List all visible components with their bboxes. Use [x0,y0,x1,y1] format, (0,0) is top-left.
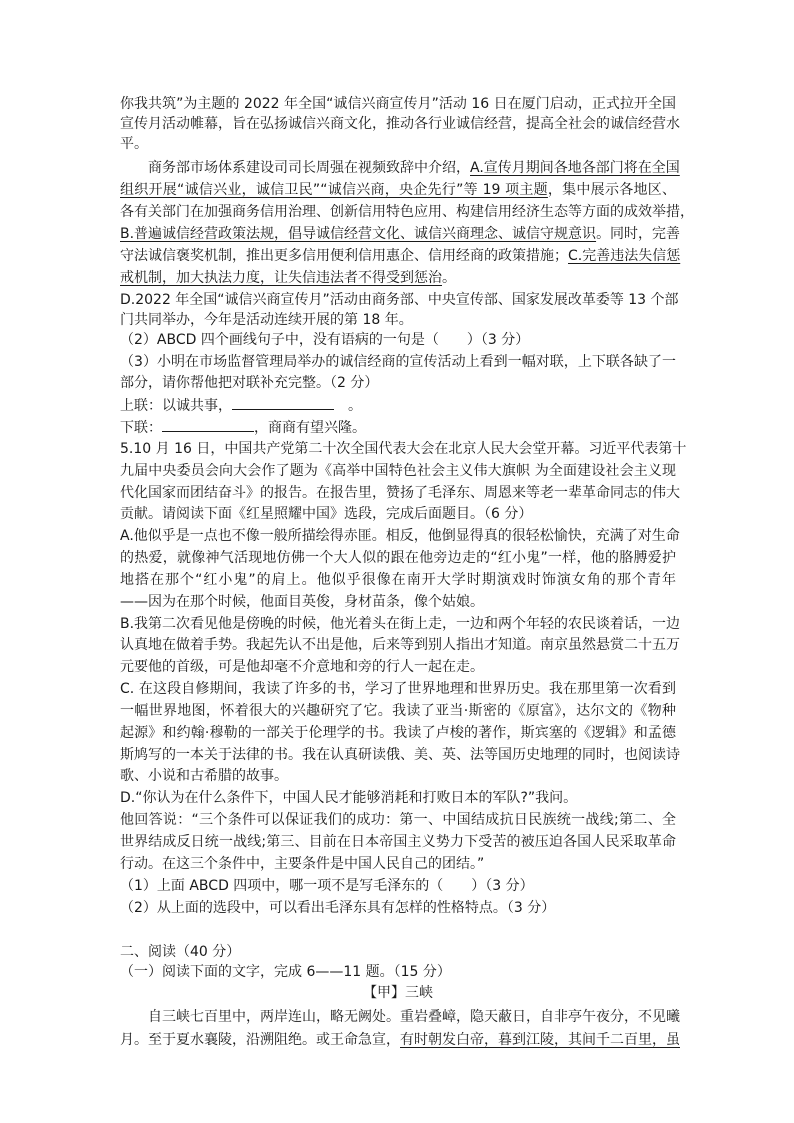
text-line [120,1030,680,1050]
answer-blank[interactable] [232,395,334,410]
text-line: 平。 [120,136,148,152]
question-2: （2）从上面的选段中，可以看出毛泽东具有怎样的性格特点。（3 分） [120,900,556,916]
text-line [120,180,676,200]
text-line: 你我共筑”为主题的 2022 年全国“诚信兴商宣传月”活动 16 日在厦门启动，正式拉开全国 [120,96,676,112]
text-line [120,158,680,178]
text-line: 他回答说：“三个条件可以保证我们的成功：第一、中国结成抗日民族统一战线;第二、全 [120,812,676,828]
question-3: （3）小明在市场监督管理局举办的诚信经商的宣传活动上看到一幅对联，上下联各缺了一 [120,354,676,370]
text-line: 一幅世界地图，怀着很大的兴趣研究了它。我读了亚当·斯密的《原富》，达尔文的《物种 [120,703,676,719]
text-line: C. 在这段自修期间，我读了许多的书，学习了世界地理和世界历史。我在那里第一次看到 [120,681,676,697]
couplet-upper-label: 上联：以诚共事， [120,398,232,414]
text-span: 守法诚信褒奖机制，推出更多信用便利信用惠企、信用经商的政策措施； [120,248,568,264]
text-line: 歌、小说和古希腊的故事。 [120,768,288,784]
text-line: B.我第二次看见他是傍晚的时候，他光着头在街上走，一边和两个年轻的农民谈着话，一边 [120,616,681,632]
text-span: 月。至于夏水襄陵，沿溯阻绝。或王命急宣， [120,1032,400,1048]
text-line: 自三峡七百里中，两岸连山，略无阙处。重岩叠嶂，隐天蔽日，自非亭午夜分，不见曦 [148,1009,680,1025]
question-2: （2）ABCD 四个画线句子中，没有语病的一句是（ ）（3 分） [120,332,530,348]
couplet-lower-label: 下联： [120,420,162,436]
text-line: 各有关部门在加强商务信用治理、创新信用特色应用、构建信用经济生态等方面的成效举措， [120,204,694,220]
couplet-lower [120,417,366,438]
text-span: 。 [348,398,362,414]
question-1: （1）上面 ABCD 四项中，哪一项不是写毛泽东的（ ）（3 分） [120,878,534,894]
text-span: ，集中展示各地区、 [547,182,676,198]
text-line [120,224,681,244]
text-line: 5.10 月 16 日，中国共产党第二十次全国代表大会在北京人民大会堂开幕。习近平代表第十 [120,441,687,457]
underlined-phrase: 有时朝发白帝，暮到江陵，其间千二百里，虽 [400,1032,680,1048]
text-line: 代化国家而团结奋斗》的报告。在报告里，赞扬了毛泽东、周恩来等老一辈革命同志的伟大 [120,485,680,501]
subsection-heading: （一）阅读下面的文字，完成 6——11 题。（15 分） [120,964,451,980]
sentence-c-underlined: 戒机制，加大执法力度，让失信违法者不得受到惩治 [120,270,442,286]
text-line [120,268,456,288]
text-line: 部分，请你帮他把对联补充完整。（2 分） [120,375,379,391]
text-line: 认真地在做着手势。我起先认不出是他，后来等到别人指出才知道。南京虽然悬赏二十五万 [120,637,680,653]
text-line: 起源》和约翰·穆勒的一部关于伦理学的书。我读了卢梭的著作，斯宾塞的《逻辑》和孟德 [120,725,676,741]
text-line: 世界结成反日统一战线;第三、目前在日本帝国主义势力下受苦的被压迫各国人民采取革命 [120,834,676,850]
sentence-c-underlined: C.完善违法失信惩 [568,248,681,264]
sentence-a-underlined: A.宣传月期间各地各部门将在全国 [470,160,680,176]
text-line: 元要他的首级，可是他却毫不介意地和旁的行人一起在走。 [120,659,484,675]
text-line: 地搭在那个“红小鬼”的肩上。他似乎很像在南开大学时期演戏时饰演女角的那个青年 [120,572,676,588]
text-line: 门共同举办，今年是活动连续开展的第 18 年。 [120,312,413,328]
text-line: 贡献。请阅读下面《红星照耀中国》选段，完成后面题目。（6 分） [120,506,533,522]
text-line: 的热爱，就像神气活现地仿佛一个大人似的跟在他旁边走的“红小鬼”一样，他的胳膊爱护 [120,550,676,566]
text-line: ——因为在那个时候，他面目英俊，身材苗条，像个姑娘。 [120,594,484,610]
sentence-a-underlined: 组织开展“诚信兴业，诚信卫民”“诚信兴商，央企先行”等 19 项主题 [120,182,548,198]
text-line: A.他似乎是一点也不像一般所描绘得赤匪。相反，他倒显得真的很轻松愉快，充满了对生命 [120,528,680,544]
text-span: 商务部市场体系建设司司长周强在视频致辞中介绍， [148,160,470,176]
section-heading: 二、阅读（40 分） [120,944,241,960]
sentence-b-underlined: B.普遍诚信经营政策法规，倡导诚信经营文化、诚信兴商理念、诚信守规意识 [120,226,597,242]
text-line: 宣传月活动帷幕，旨在弘扬诚信兴商文化，推动各行业诚信经营，提高全社会的诚信经营水 [120,116,680,132]
text-line: 行动。在这三个条件中，主要条件是中国人民自己的团结。” [120,856,485,872]
text-line [120,246,681,266]
text-line: 九届中央委员会向大会作了题为《高举中国特色社会主义伟大旗帜 为全面建设社会主义现 [120,463,676,479]
couplet-upper [120,395,362,416]
answer-blank[interactable] [162,417,254,432]
text-line: D.“你认为在什么条件下，中国人民才能够消耗和打败日本的军队?”我问。 [120,790,578,806]
text-line: D.2022 年全国“诚信兴商宣传月”活动由商务部、中央宣传部、国家发展改革委等 13 个部 [120,292,679,308]
text-span: 。同时，完善 [596,226,681,242]
passage-title: 【甲】三峡 [363,985,433,1001]
text-line: 斯鸠写的一本关于法律的书。我在认真研读俄、美、英、法等国历史地理的同时，也阅读诗 [120,747,680,763]
text-span: 。 [442,270,456,286]
text-span: ，商商有望兴隆。 [254,420,366,436]
